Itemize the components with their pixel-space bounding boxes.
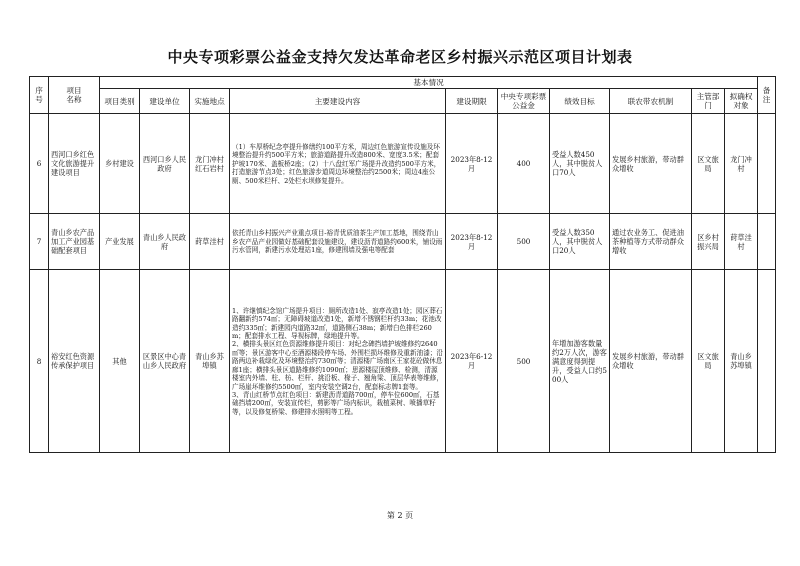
header-target: 绩效目标 bbox=[550, 89, 610, 114]
row-target: 受益人数350人，其中脱贫人口20人 bbox=[550, 214, 610, 270]
page-title: 中央专项彩票公益金支持欠发达革命老区乡村振兴示范区项目计划表 bbox=[167, 48, 633, 66]
row-content: 依托青山乡村振兴产业重点项目-裕青优质油茶生产加工基地，围绕青山乡农产品产业园做好基础配套设施建设，建设沥青道路约600米，铺设雨污水管网，新建污水处理站1座，修建围墙及强电等配套 bbox=[230, 214, 446, 270]
row-fund: 400 bbox=[498, 114, 550, 214]
row-unit: 青山乡人民政府 bbox=[140, 214, 190, 270]
header-content: 主要建设内容 bbox=[230, 89, 446, 114]
row-content: 1、许继慎纪念馆广场提升项目：厕所改造1处、寂亭改造1处；园区葬石路翻新约574㎡；无障碍坡道改造1处，新增不锈钢栏杆约33m；花池改造约335㎡；新建园内道路32㎡，道路侧石38m；新增白色排栏260m；配套排水工程、导视标牌，绿地提升等。 2、横排头景区红色资源维修提升项目：对纪念碑挡墙护坡维修约2640㎡等；景区游客中心至酒源楼段停车场、外围栏损坏维修及重新油漆；沿路两边补栽绿化及环境整治约730㎡等；清源楼广场南区王家花砼做休息廊1座；横排头景区道路维修约1090㎡；思源楼屋顶维修、检测，清源楼室内外墙、柱、枋、栏杆、挑沿板、椽子、翘角梁、顶层华表等维修，广场崖坏维修约5500㎡，室内安装空调2台，配套标志牌1套等。 3、青山红桥节点红色项目：新建沥青道路700㎡，停车位600㎡，石基础挡墙200㎡，安装宣传栏，剪影等广场内标识，栽植菜树、喷播草籽等，以及修复桥梁、修建排水照明等工程。 bbox=[230, 270, 446, 453]
row-project-type: 产业发展 bbox=[100, 214, 140, 270]
header-fund: 中央专项彩票公益金 bbox=[498, 89, 550, 114]
header-ownership: 拟确权对象 bbox=[725, 89, 758, 114]
row-seq: 6 bbox=[30, 114, 49, 214]
row-ownership: 龙门冲村 bbox=[725, 114, 758, 214]
header-project-type: 项目类别 bbox=[100, 89, 140, 114]
row-mechanism: 发展乡村旅游，带动群众增收 bbox=[610, 270, 692, 453]
row-location: 莳草洼村 bbox=[190, 214, 230, 270]
row-project-type: 其他 bbox=[100, 270, 140, 453]
row-remark bbox=[758, 270, 776, 453]
header-seq: 序号 bbox=[30, 77, 49, 114]
table-row bbox=[30, 114, 776, 214]
row-period: 2023年8-12月 bbox=[446, 114, 498, 214]
row-period: 2023年8-12月 bbox=[446, 214, 498, 270]
header-unit: 建设单位 bbox=[140, 89, 190, 114]
header-department: 主管部门 bbox=[692, 89, 725, 114]
header-project-name: 项目 名称 bbox=[49, 77, 100, 114]
row-unit: 区景区中心青山乡人民政府 bbox=[140, 270, 190, 453]
header-period: 建设期限 bbox=[446, 89, 498, 114]
header-mechanism: 联农带农机制 bbox=[610, 89, 692, 114]
row-seq: 8 bbox=[30, 270, 49, 453]
header-basic-info: 基本情况 bbox=[100, 77, 758, 89]
row-department: 区乡村振兴局 bbox=[692, 214, 725, 270]
row-fund: 500 bbox=[498, 214, 550, 270]
row-project-name: 青山乡农产品加工产业园基础配套项目 bbox=[49, 214, 100, 270]
row-target: 年增加游客数量约2万人次，游客满意度得到提升，受益人口约500人 bbox=[550, 270, 610, 453]
row-fund: 500 bbox=[498, 270, 550, 453]
table-row bbox=[30, 270, 776, 453]
row-mechanism: 发展乡村旅游，带动群众增收 bbox=[610, 114, 692, 214]
row-seq: 7 bbox=[30, 214, 49, 270]
row-unit: 西河口乡人民政府 bbox=[140, 114, 190, 214]
header-remark: 备注 bbox=[758, 77, 776, 114]
row-ownership: 莳草洼村 bbox=[725, 214, 758, 270]
row-department: 区文旅局 bbox=[692, 270, 725, 453]
row-department: 区文旅局 bbox=[692, 114, 725, 214]
row-content: （1）车厚桥纪念亭提升修缮约100平方米，周边红色旅游宣传设施及环境整治提升约500平方米；旅游道路提升改造800米、宽度3.5米；配套护坡170米、盖板桥2座；（2）十八盘红军广场提升改造约500平方米，打造旅游节点3处；红色旅游步道周边环境整治约2500米；周边4座公厕、500米栏杆、2处栏水坝修复提升。 bbox=[230, 114, 446, 214]
row-target: 受益人数450人，其中脱贫人口70人 bbox=[550, 114, 610, 214]
row-remark bbox=[758, 114, 776, 214]
header-location: 实施地点 bbox=[190, 89, 230, 114]
table-row bbox=[30, 214, 776, 270]
row-period: 2023年6-12月 bbox=[446, 270, 498, 453]
row-location: 青山乡苏埠镇 bbox=[190, 270, 230, 453]
row-ownership: 青山乡苏埠镇 bbox=[725, 270, 758, 453]
page-number: 第 2 页 bbox=[386, 511, 414, 520]
project-plan-table bbox=[29, 76, 776, 453]
row-location: 龙门冲村红石岩村 bbox=[190, 114, 230, 214]
row-remark bbox=[758, 214, 776, 270]
row-project-name: 西河口乡红色文化旅游提升建设项目 bbox=[49, 114, 100, 214]
row-project-name: 裕安红色资源传承保护项目 bbox=[49, 270, 100, 453]
row-project-type: 乡村建设 bbox=[100, 114, 140, 214]
row-mechanism: 通过农业务工、促进油茶种植等方式带动群众增收 bbox=[610, 214, 692, 270]
